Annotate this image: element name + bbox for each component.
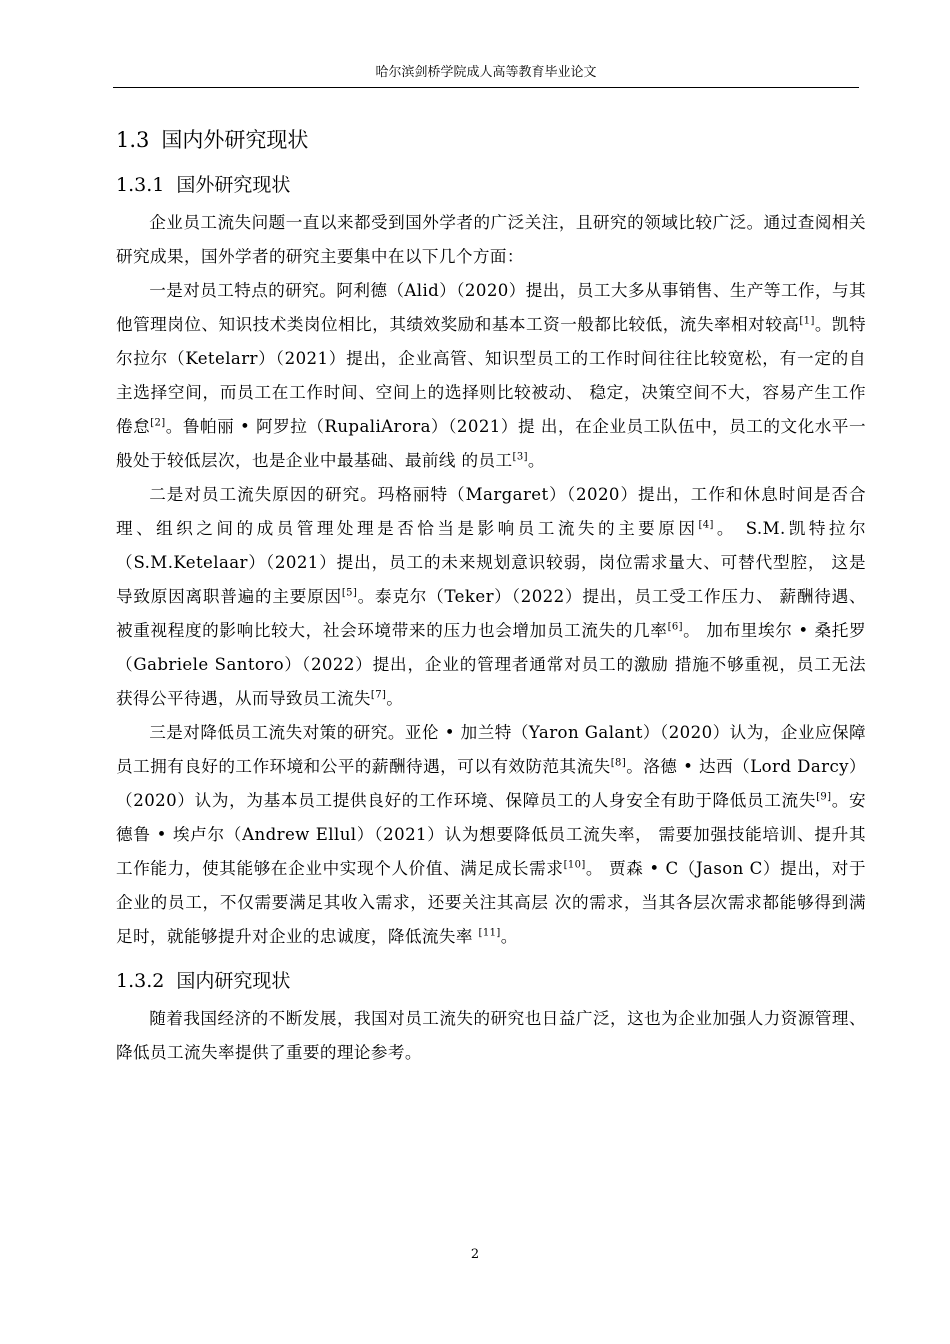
paragraph-turnover-causes xyxy=(116,478,866,716)
citation-ref: [1] xyxy=(799,315,815,327)
text-run: 。凯特尔拉尔（Ketelarr）（2021）提出，企业高管、知识型员工的工作时间往往比较宽松，有一定的自主选择空间，而员工在工作时间、空间上的选择则比较被动、 稳定，决策空间不大，容易产生工作倦怠 xyxy=(116,315,867,436)
citation-ref: [3] xyxy=(512,451,528,463)
text-run: 二是对员工流失原因的研究。玛格丽特（Margaret）（2020）提出，工作和休息时间是否合理、组织之间的成员管理处理是否恰当是影响员工流失的主要原因 xyxy=(116,485,866,538)
section-heading xyxy=(116,122,866,158)
header-rule xyxy=(113,87,859,88)
citation-ref: [6] xyxy=(667,621,683,633)
text-run: 。 xyxy=(386,689,404,708)
citation-ref: [11] xyxy=(478,927,501,939)
subsection-title: 国外研究现状 xyxy=(176,174,291,196)
citation-ref: [5] xyxy=(341,587,358,599)
text-run: 。安德鲁 • 埃卢尔（Andrew Ellul）（2021）认为想要降低员工流失率， 需要加强技能培训、提升其工作能力，使其能够在企业中实现个人价值、满足成长需求 xyxy=(116,791,866,878)
subsection-number: 1.3.2 xyxy=(116,970,165,992)
text-run: 。 贾森 • C（Jason C）提出，对于企业的员工，不仅需要满足其收入需求，还要关注其高层 次的需求，当其各层次需求都能够得到满足时，就能够提升对企业的忠诚度，降低流失率 xyxy=(116,859,866,946)
subsection-number: 1.3.1 xyxy=(116,174,165,196)
subsection-heading-domestic xyxy=(116,964,866,998)
text-run: 。 xyxy=(527,451,545,470)
text-run: 。洛德 • 达西（Lord Darcy）（2020）认为，为基本员工提供良好的工作环境、保障员工的人身安全有助于降低员工流失 xyxy=(116,757,866,810)
section-title: 国内外研究现状 xyxy=(161,128,309,152)
text-run: 。 S.M.凯特拉尔（S.M.Ketelaar）（2021）提出，员工的未来规划意识较弱，岗位需求量大、可替代型腔， 这是导致原因离职普遍的主要原因 xyxy=(116,519,867,606)
text-run: 。鲁帕丽 • 阿罗拉（RupaliArora）（2021）提 出，在企业员工队伍中，员工的文化水平一般处于较低层次，也是企业中最基础、最前线 的员工 xyxy=(116,417,866,470)
text-run: 一是对员工特点的研究。阿利德（Alid）（2020）提出，员工大多从事销售、生产等工作，与其他管理岗位、知识技术类岗位相比，其绩效奖励和基本工资一般都比较低，流失率相对较高 xyxy=(116,281,866,334)
text-run: 。 xyxy=(500,927,518,946)
paragraph-countermeasures xyxy=(116,716,866,954)
citation-ref: [4] xyxy=(698,519,714,531)
subsection-title: 国内研究现状 xyxy=(176,970,291,992)
page-number: 2 xyxy=(470,1247,480,1262)
running-header: 哈尔滨剑桥学院成人高等教育毕业论文 xyxy=(375,65,597,80)
subsection-heading-foreign xyxy=(116,168,866,202)
paragraph-intro: 企业员工流失问题一直以来都受到国外学者的广泛关注，且研究的领域比较广泛。通过查阅相关研究成果，国外学者的研究主要集中在以下几个方面： xyxy=(116,213,866,266)
paragraph-domestic: 随着我国经济的不断发展，我国对员工流失的研究也日益广泛，这也为企业加强人力资源管理、降低员工流失率提供了重要的理论参考。 xyxy=(116,1009,866,1062)
section-number: 1.3 xyxy=(116,128,150,152)
citation-ref: [2] xyxy=(150,417,166,429)
citation-ref: [8] xyxy=(610,757,627,769)
citation-ref: [10] xyxy=(563,859,586,871)
page-body xyxy=(116,122,866,1070)
citation-ref: [9] xyxy=(816,791,832,803)
text-run: 。 加布里埃尔 • 桑托罗（Gabriele Santoro）（2022）提出，企业的管理者通常对员工的激励 措施不够重视，员工无法获得公平待遇，从而导致员工流失 xyxy=(116,621,866,708)
text-run: 。泰克尔（Teker）（2022）提出，员工受工作压力、 薪酬待遇、被重视程度的影响比较大，社会环境带来的压力也会增加员工流失的几率 xyxy=(116,587,866,640)
citation-ref: [7] xyxy=(370,689,387,701)
text-run: 三是对降低员工流失对策的研究。亚伦 • 加兰特（Yaron Galant）（2020）认为，企业应保障员工拥有良好的工作环境和公平的薪酬待遇，可以有效防范其流失 xyxy=(116,723,866,776)
paragraph-employee-traits xyxy=(116,274,866,478)
